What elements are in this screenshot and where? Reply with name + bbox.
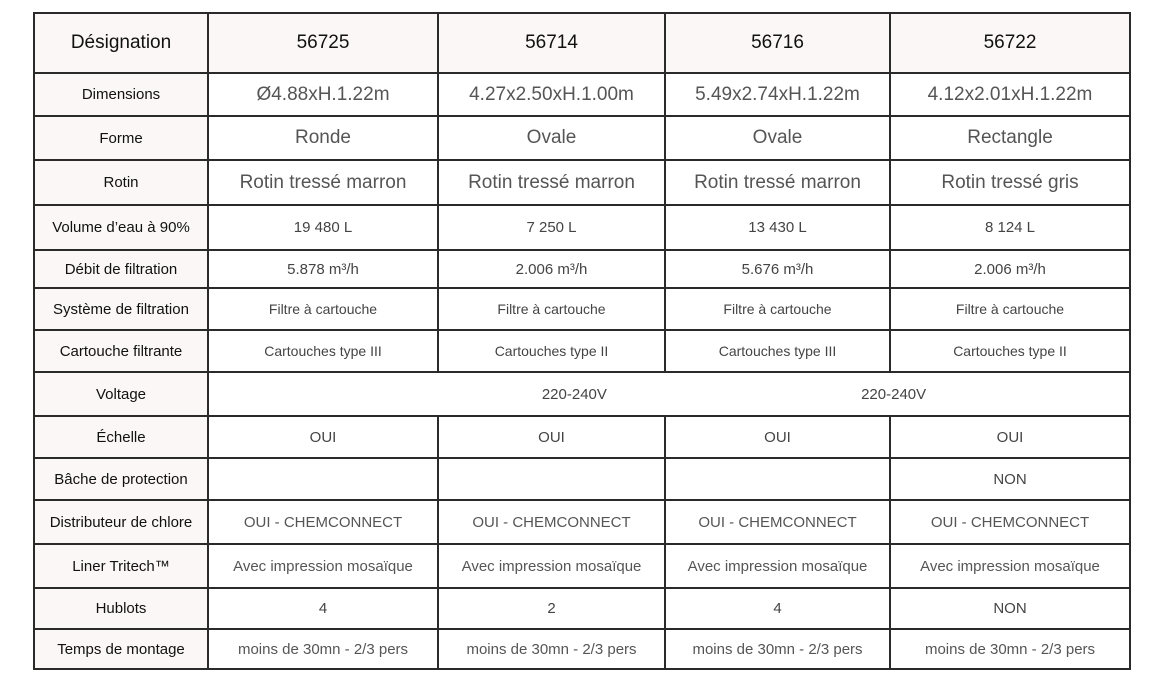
- cell-value: OUI - CHEMCONNECT: [438, 500, 665, 544]
- cell-value: 5.49x2.74xH.1.22m: [665, 73, 890, 116]
- cell-value: [208, 458, 438, 500]
- cell-value: Avec impression mosaïque: [665, 544, 890, 588]
- row-echelle: [34, 416, 1130, 458]
- row-label: Bâche de protection: [34, 458, 208, 500]
- row-cartouche: [34, 330, 1130, 372]
- row-volume: [34, 205, 1130, 250]
- table-header-row: [34, 13, 1130, 73]
- cell-value: 4: [665, 588, 890, 629]
- row-label: Débit de filtration: [34, 250, 208, 288]
- row-debit: [34, 250, 1130, 288]
- cell-value: Cartouches type II: [890, 330, 1130, 372]
- row-bache: [34, 458, 1130, 500]
- row-label: Échelle: [34, 416, 208, 458]
- model-header: 56725: [208, 13, 438, 73]
- cell-value: 7 250 L: [438, 205, 665, 250]
- cell-value: 2.006 m³/h: [438, 250, 665, 288]
- row-hublots: [34, 588, 1130, 629]
- row-dimensions: [34, 73, 1130, 116]
- cell-value: Rotin tressé gris: [890, 160, 1130, 205]
- cell-value: OUI: [438, 416, 665, 458]
- row-forme: [34, 116, 1130, 160]
- cell-value: moins de 30mn - 2/3 pers: [438, 629, 665, 669]
- row-rotin: [34, 160, 1130, 205]
- cell-value: Filtre à cartouche: [208, 288, 438, 330]
- cell-value: moins de 30mn - 2/3 pers: [665, 629, 890, 669]
- row-label: Hublots: [34, 588, 208, 629]
- cell-value: Rotin tressé marron: [665, 160, 890, 205]
- row-label: Volume d’eau à 90%: [34, 205, 208, 250]
- cell-value: Cartouches type II: [438, 330, 665, 372]
- cell-value: OUI: [665, 416, 890, 458]
- row-label: Temps de montage: [34, 629, 208, 669]
- cell-value: 220-240V: [541, 385, 607, 403]
- cell-value: Rotin tressé marron: [438, 160, 665, 205]
- cell-value: Rectangle: [890, 116, 1130, 160]
- voltage-cell: [208, 372, 1130, 416]
- cell-value: 220-240V: [861, 385, 927, 403]
- cell-value: moins de 30mn - 2/3 pers: [890, 629, 1130, 669]
- cell-value: Ø4.88xH.1.22m: [208, 73, 438, 116]
- cell-value: 4.12x2.01xH.1.22m: [890, 73, 1130, 116]
- cell-value: NON: [890, 588, 1130, 629]
- spec-table: [33, 12, 1131, 670]
- model-header: 56716: [665, 13, 890, 73]
- model-header: 56722: [890, 13, 1130, 73]
- cell-value: OUI - CHEMCONNECT: [890, 500, 1130, 544]
- row-label: Distributeur de chlore: [34, 500, 208, 544]
- cell-value: Ronde: [208, 116, 438, 160]
- cell-value: 2: [438, 588, 665, 629]
- row-label: Cartouche filtrante: [34, 330, 208, 372]
- cell-value: 13 430 L: [665, 205, 890, 250]
- row-label: Voltage: [34, 372, 208, 416]
- cell-value: [438, 458, 665, 500]
- cell-value: Ovale: [665, 116, 890, 160]
- cell-value: Avec impression mosaïque: [208, 544, 438, 588]
- cell-value: OUI - CHEMCONNECT: [208, 500, 438, 544]
- cell-value: Cartouches type III: [665, 330, 890, 372]
- cell-value: Filtre à cartouche: [665, 288, 890, 330]
- row-chlore: [34, 500, 1130, 544]
- cell-value: OUI - CHEMCONNECT: [665, 500, 890, 544]
- cell-value: 5.676 m³/h: [665, 250, 890, 288]
- cell-value: 2.006 m³/h: [890, 250, 1130, 288]
- row-systeme: [34, 288, 1130, 330]
- cell-value: Cartouches type III: [208, 330, 438, 372]
- row-label: Dimensions: [34, 73, 208, 116]
- cell-value: NON: [890, 458, 1130, 500]
- row-temps: [34, 629, 1130, 669]
- cell-value: 4: [208, 588, 438, 629]
- cell-value: Filtre à cartouche: [890, 288, 1130, 330]
- cell-value: 5.878 m³/h: [208, 250, 438, 288]
- cell-value: 19 480 L: [208, 205, 438, 250]
- cell-value: moins de 30mn - 2/3 pers: [208, 629, 438, 669]
- row-voltage: [34, 372, 1130, 416]
- row-label: Forme: [34, 116, 208, 160]
- cell-value: Rotin tressé marron: [208, 160, 438, 205]
- cell-value: 8 124 L: [890, 205, 1130, 250]
- cell-value: 4.27x2.50xH.1.00m: [438, 73, 665, 116]
- cell-value: OUI: [208, 416, 438, 458]
- cell-value: [665, 458, 890, 500]
- row-label: Système de filtration: [34, 288, 208, 330]
- cell-value: OUI: [890, 416, 1130, 458]
- cell-value: Filtre à cartouche: [438, 288, 665, 330]
- header-label: Désignation: [34, 13, 208, 73]
- cell-value: Avec impression mosaïque: [438, 544, 665, 588]
- row-label: Rotin: [34, 160, 208, 205]
- model-header: 56714: [438, 13, 665, 73]
- row-label: Liner Tritech™: [34, 544, 208, 588]
- row-liner: [34, 544, 1130, 588]
- cell-value: Ovale: [438, 116, 665, 160]
- cell-value: Avec impression mosaïque: [890, 544, 1130, 588]
